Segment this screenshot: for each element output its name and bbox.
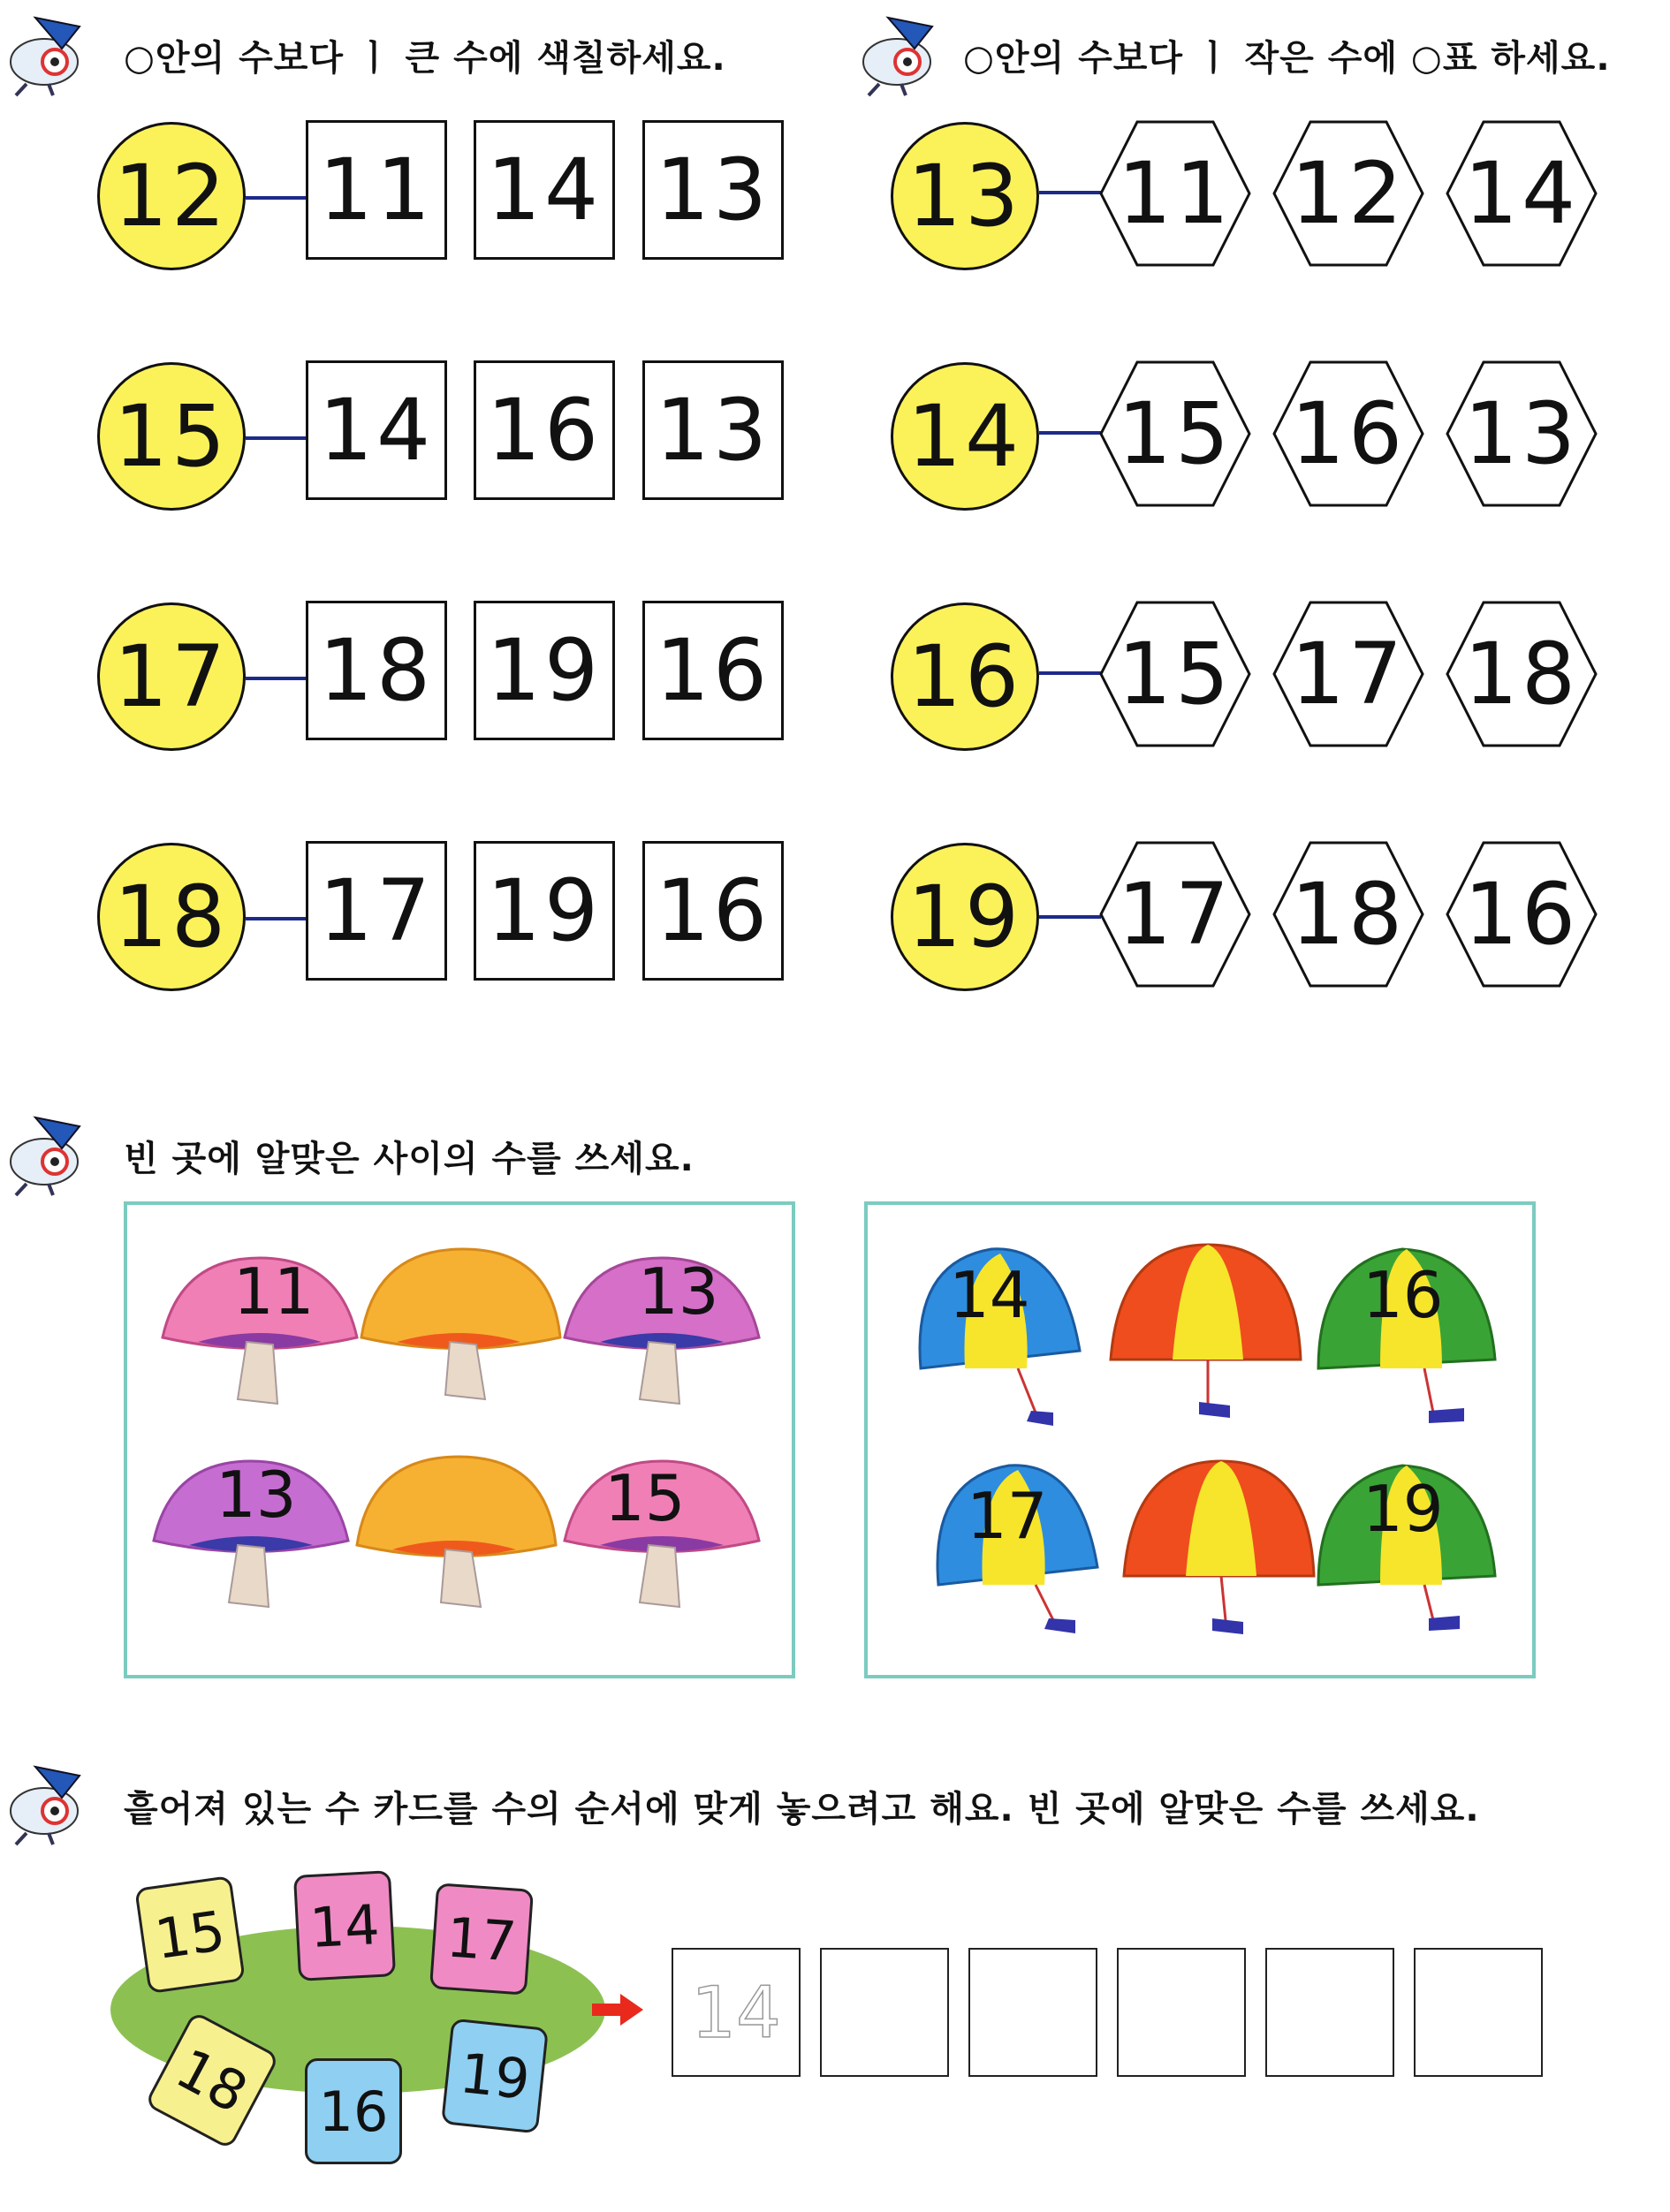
- answer-box[interactable]: [820, 1948, 949, 2077]
- target-circle: 15: [97, 362, 246, 511]
- option-box[interactable]: 17: [306, 841, 447, 981]
- option-number: 16: [1463, 865, 1580, 964]
- umbrella-number: 17: [967, 1479, 1048, 1553]
- option-box[interactable]: 16: [474, 360, 615, 500]
- target-circle: 12: [97, 122, 246, 270]
- option-box[interactable]: 19: [474, 841, 615, 981]
- option-hexagon[interactable]: [1446, 360, 1598, 507]
- option-hexagon[interactable]: [1099, 841, 1251, 988]
- option-number: 14: [1463, 144, 1580, 243]
- target-circle: 13: [891, 122, 1039, 270]
- target-circle: 14: [891, 362, 1039, 511]
- option-number: 15: [1117, 384, 1234, 483]
- answer-box[interactable]: [1414, 1948, 1543, 2077]
- right-arrow-icon: [592, 1992, 645, 2027]
- target-circle: 16: [891, 602, 1039, 751]
- option-hexagon[interactable]: [1446, 841, 1598, 988]
- option-number: 16: [1290, 384, 1407, 483]
- option-number: 18: [1463, 625, 1580, 723]
- answer-box[interactable]: [1265, 1948, 1394, 2077]
- option-hexagon[interactable]: [1099, 120, 1251, 267]
- number-card[interactable]: 16: [305, 2058, 402, 2164]
- option-box[interactable]: 18: [306, 601, 447, 740]
- target-circle: 17: [97, 602, 246, 751]
- mascot-icon: [0, 0, 97, 97]
- connector-line: [246, 917, 306, 920]
- option-number: 17: [1117, 865, 1234, 964]
- option-number: 18: [1290, 865, 1407, 964]
- connector-line: [1039, 915, 1101, 919]
- number-card[interactable]: 17: [429, 1882, 534, 1995]
- mushroom-number: 11: [233, 1254, 315, 1329]
- umbrella-panel: [864, 1201, 1536, 1678]
- option-hexagon[interactable]: [1272, 120, 1424, 267]
- option-box[interactable]: 11: [306, 120, 447, 260]
- number-card[interactable]: 14: [293, 1870, 396, 1981]
- option-hexagon[interactable]: [1272, 601, 1424, 747]
- answer-box[interactable]: [1117, 1948, 1246, 2077]
- mascot-icon: [0, 1749, 97, 1846]
- mushroom-number: 13: [216, 1458, 297, 1532]
- connector-line: [246, 196, 306, 200]
- connector-line: [1039, 431, 1101, 435]
- option-hexagon[interactable]: [1272, 360, 1424, 507]
- connector-line: [246, 436, 306, 440]
- connector-line: [246, 677, 306, 680]
- option-hexagon[interactable]: [1272, 841, 1424, 988]
- option-box[interactable]: 16: [642, 601, 784, 740]
- umbrella-number: 19: [1363, 1472, 1444, 1546]
- answer-box[interactable]: [968, 1948, 1097, 2077]
- option-box[interactable]: 13: [642, 120, 784, 260]
- mascot-icon: [0, 1100, 97, 1197]
- option-hexagon[interactable]: [1446, 120, 1598, 267]
- connector-line: [1039, 191, 1101, 194]
- number-card[interactable]: 19: [441, 2019, 549, 2134]
- instruction-cards: 흩어져 있는 수 카드를 수의 순서에 맞게 놓으려고 해요. 빈 곳에 알맞은 수를 쓰세요.: [124, 1789, 1480, 1829]
- mascot-icon: [853, 0, 950, 97]
- umbrella-number: 14: [949, 1258, 1030, 1332]
- connector-line: [1039, 671, 1101, 675]
- target-circle: 18: [97, 843, 246, 991]
- option-box[interactable]: 13: [642, 360, 784, 500]
- option-hexagon[interactable]: [1446, 601, 1598, 747]
- umbrella-number: 16: [1363, 1258, 1444, 1332]
- option-number: 17: [1290, 625, 1407, 723]
- option-box[interactable]: 16: [642, 841, 784, 981]
- instruction-left: ○안의 수보다 ㅣ 큰 수에 색칠하세요.: [124, 38, 726, 79]
- instruction-right: ○안의 수보다 ㅣ 작은 수에 ○표 하세요.: [963, 38, 1611, 79]
- mushroom-number: 13: [638, 1254, 719, 1329]
- mushroom-panel: [124, 1201, 795, 1678]
- instruction-between: 빈 곳에 알맞은 사이의 수를 쓰세요.: [124, 1139, 695, 1179]
- option-box[interactable]: 14: [474, 120, 615, 260]
- option-number: 12: [1290, 144, 1407, 243]
- option-hexagon[interactable]: [1099, 601, 1251, 747]
- option-number: 11: [1117, 144, 1234, 243]
- option-box[interactable]: 14: [306, 360, 447, 500]
- number-card[interactable]: 15: [134, 1875, 246, 1994]
- answer-box[interactable]: [672, 1948, 801, 2077]
- option-number: 13: [1463, 384, 1580, 483]
- mushroom-number: 15: [604, 1461, 686, 1535]
- target-circle: 19: [891, 843, 1039, 991]
- option-number: 15: [1117, 625, 1234, 723]
- option-box[interactable]: 19: [474, 601, 615, 740]
- trace-number: 14: [691, 1971, 781, 2054]
- option-hexagon[interactable]: [1099, 360, 1251, 507]
- number-card[interactable]: 18: [144, 2011, 279, 2150]
